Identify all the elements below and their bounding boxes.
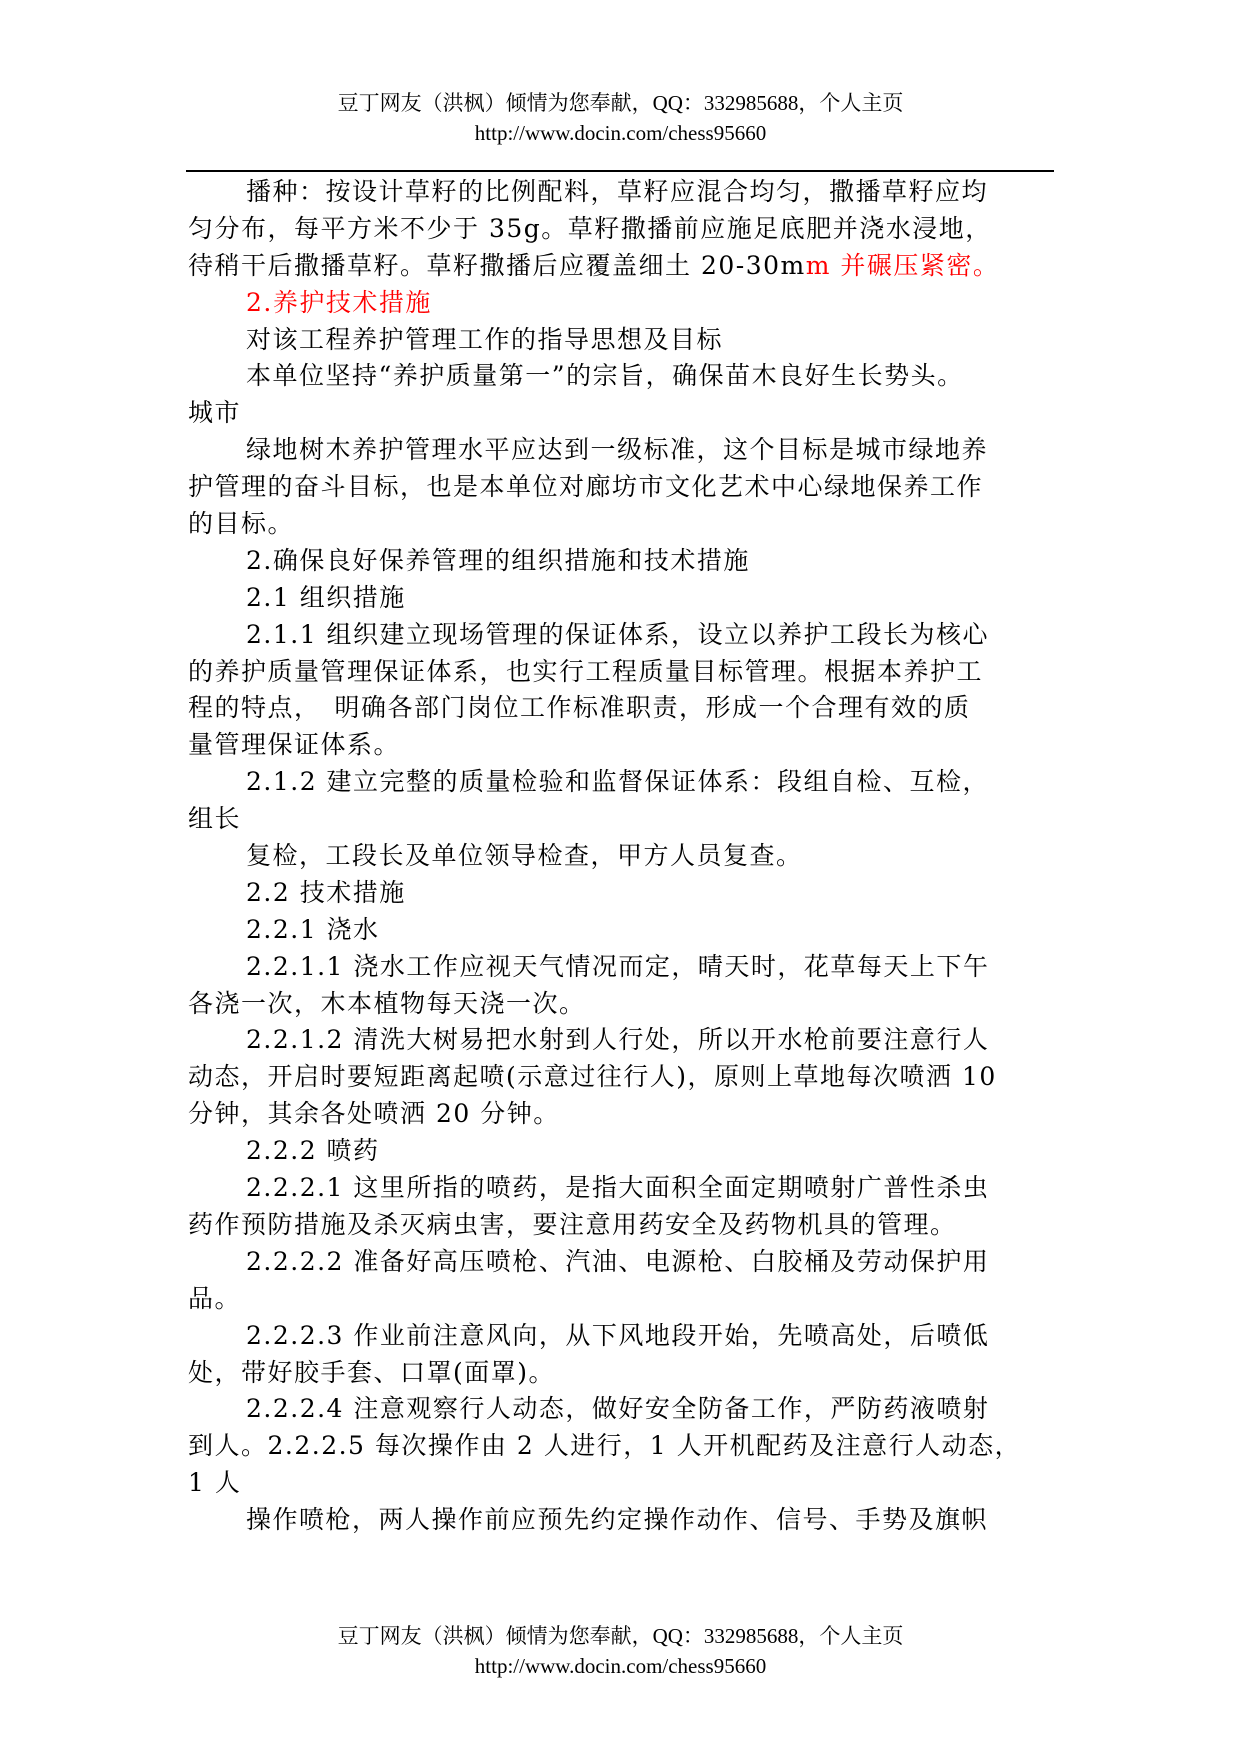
body-line: 2.1.2 建立完整的质量检验和监督保证体系：段组自检、互检， (246, 767, 990, 797)
body-line: 的目标。 (188, 509, 295, 539)
document-body (188, 174, 1068, 1539)
header-divider (186, 170, 1054, 172)
page-footer (0, 1621, 1241, 1681)
body-line: 2.2.2.3 作业前注意风向，从下风地段开始，先喷高处，后喷低 (246, 1320, 990, 1350)
body-line: 分钟，其余各处喷洒 20 分钟。 (188, 1099, 560, 1129)
body-line: 2.2.1.2 清洗大树易把水射到人行处，所以开水枪前要注意行人 (246, 1025, 990, 1055)
body-line: 组长 (188, 804, 242, 834)
body-line (188, 248, 1068, 285)
body-line: 程的特点， 明确各部门岗位工作标准职责，形成一个合理有效的质 (188, 693, 971, 723)
body-line: 2.2.1 浇水 (246, 914, 380, 944)
highlighted-text-run: m 并碾压紧密。 (805, 250, 1000, 280)
body-line: 动态，开启时要短距离起喷(示意过往行人)，原则上草地每次喷洒 10 (188, 1062, 997, 1092)
body-line: 绿地树木养护管理水平应达到一级标准，这个目标是城市绿地养 (246, 435, 989, 465)
body-line: 本单位坚持“养护质量第一”的宗旨，确保苗木良好生长势头。 (246, 361, 964, 391)
body-line: 品。 (188, 1283, 242, 1313)
body-line: 2.2.2.4 注意观察行人动态，做好安全防备工作，严防药液喷射 (246, 1394, 990, 1424)
body-line: 2.2.1.1 浇水工作应视天气情况而定，晴天时，花草每天上下午 (246, 951, 990, 981)
body-line: 操作喷枪，两人操作前应预先约定操作动作、信号、手势及旗帜 (246, 1505, 989, 1535)
body-line: 药作预防措施及杀灭病虫害，要注意用药安全及药物机具的管理。 (188, 1209, 957, 1239)
footer-line-2: http://www.docin.com/chess95660 (474, 1654, 767, 1678)
footer-line-1: 豆丁网友（洪枫）倾情为您奉献，QQ：332985688，个人主页 (337, 1624, 904, 1648)
header-line-1: 豆丁网友（洪枫）倾情为您奉献，QQ：332985688，个人主页 (337, 91, 904, 115)
body-line: 的养护质量管理保证体系，也实行工程质量目标管理。根据本养护工 (188, 656, 984, 686)
body-line: 到人。2.2.2.5 每次操作由 2 人进行，1 人开机配药及注意行人动态， (188, 1431, 1022, 1461)
page-header (0, 88, 1241, 148)
body-line: 城市 (188, 398, 242, 428)
body-line: 2.2.2.1 这里所指的喷药，是指大面积全面定期喷射广普性杀虫 (246, 1173, 990, 1203)
body-line: 1 人 (188, 1468, 242, 1498)
body-line: 播种：按设计草籽的比例配料，草籽应混合均匀，撒播草籽应均 (246, 177, 989, 206)
body-line: 2.1 组织措施 (246, 582, 406, 612)
header-line-2: http://www.docin.com/chess95660 (474, 121, 767, 145)
body-line: 处，带好胶手套、口罩(面罩)。 (188, 1357, 556, 1387)
body-line: 复检，工段长及单位领导检查，甲方人员复查。 (246, 841, 803, 871)
body-line: 2.2.2 喷药 (246, 1136, 380, 1166)
body-text-run: 待稍干后撒播草籽。草籽撒播后应覆盖细土 20-30m (188, 250, 806, 280)
body-line: 2.确保良好保养管理的组织措施和技术措施 (246, 545, 750, 575)
section-heading: 2.养护技术措施 (246, 287, 432, 317)
body-line: 2.1.1 组织建立现场管理的保证体系，设立以养护工段长为核心 (246, 619, 990, 649)
body-line: 各浇一次，木本植物每天浇一次。 (188, 988, 586, 1018)
body-line: 2.2 技术措施 (246, 877, 406, 907)
body-line: 对该工程养护管理工作的指导思想及目标 (246, 324, 724, 354)
body-line: 匀分布，每平方米不少于 35g。草籽撒播前应施足底肥并浇水浸地， (188, 213, 992, 243)
body-line: 护管理的奋斗目标，也是本单位对廊坊市文化艺术中心绿地保养工作 (188, 472, 984, 502)
body-line: 2.2.2.2 准备好高压喷枪、汽油、电源枪、白胶桶及劳动保护用 (246, 1246, 990, 1276)
body-line: 量管理保证体系。 (188, 730, 401, 760)
